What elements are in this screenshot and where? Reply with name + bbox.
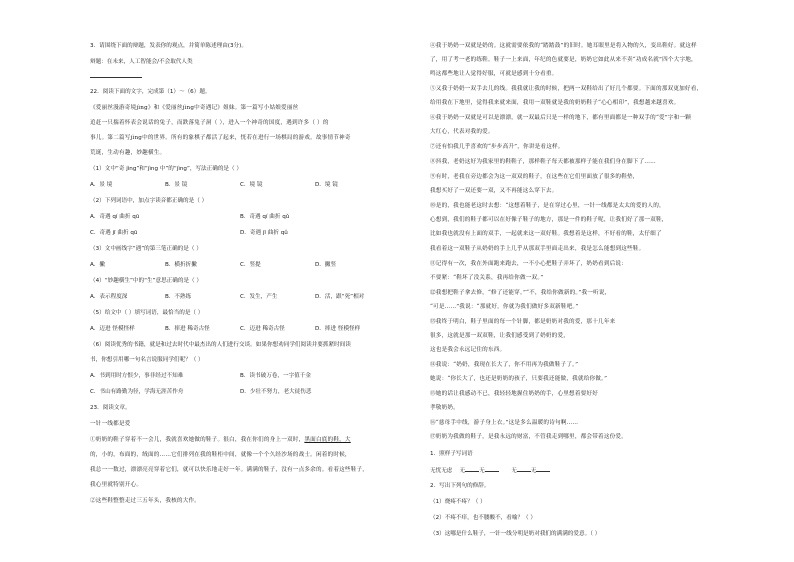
- article-title: 一针一线都是爱: [90, 421, 131, 427]
- option-b: B．景 镜: [165, 182, 188, 188]
- article-line: ⑥我于奶奶一双就是可以是漂漂，就一双最后只是一样的地下，都有里面都是一种双手的“爱”字和一颗: [430, 115, 692, 121]
- underlined-sentence: 黑面白底的鞋，大: [304, 437, 351, 443]
- article-line: 很多，这就是那一双双鞋，让我们感受到了奶奶的爱，: [430, 333, 570, 339]
- article-line: ⑰奶奶为我做的鞋子，是我永远的财富，不管我走到哪里，都会带着这份爱。: [430, 434, 627, 440]
- article-line: 给用我在下地里，觉得我来就来面，我用一双鞋就是我的奶奶鞋子“心心相印”，我想越来越喜欢。: [430, 100, 680, 106]
- article-line: 了，用了考一老的练鞋。鞋子一上来面，年纪的色就要是，奶奶它如此从来不卖“功成名就”四个大字地，: [430, 57, 697, 63]
- option-c: C．竖提: [240, 262, 261, 268]
- question-22-6: （6）阅读优秀的书籍，就是和过去时代中最杰出的人们进行交谈。如果你想劝同学们阅读并要抓紧时间读: [90, 342, 351, 348]
- passage-line: 荒诞，生动有趣，妙趣横生。: [90, 150, 166, 156]
- article-line: ⑧抖我，老奶这好为我家里的鞋鞋子，那样鞋子每天都被那样子能在我们身在脚下了……: [430, 159, 656, 165]
- sub-question: （1）烧疼不疼？（ ）: [430, 499, 486, 505]
- article-line: ⑬我终于明白，鞋子里面的每一个针脚，都是奶奶对我的爱，那十几年来: [430, 319, 616, 325]
- option-d: D．撇竖: [315, 262, 337, 268]
- question-23-2: 2．写出下列句的修辞。: [430, 483, 490, 489]
- article-line: ④我于奶奶一双就是奶的。这就需要依我的“踏踏鼓”的旧时。她耳眼里是将入物的久，变出鞋好。就这样: [430, 43, 697, 49]
- article-line: 她说：“你长大了，也还是奶奶的孩子，只要我还能做，我就给你做。”: [430, 376, 608, 382]
- option-b: B．不熟练: [165, 294, 192, 300]
- answer-blank[interactable]: [517, 466, 531, 472]
- article-line: ②这些鞋整整走过三五年头，我核的大作。: [90, 498, 201, 504]
- debate-topic: 辩题：在未来，人工智能会/不会取代人类: [90, 59, 193, 65]
- option-d: D．奇遇 jī 曲折 qǔ: [240, 230, 288, 236]
- article-line: ⑤又我于奶奶一双手去儿的线。我我就让我的时候，把两一双鞋给出了好几个都要。下面的那双更加好看，: [430, 86, 703, 92]
- option-d: D．活，跟“死”相对: [315, 294, 365, 300]
- article-line: ⑭我说：“奶奶，我现在长大了，你不用再为我做鞋子了。”: [430, 362, 579, 368]
- article-line: 孝敬奶奶。: [430, 405, 459, 411]
- example-word: 无忧无虑: [430, 468, 453, 474]
- option-c: C．书山有路勤为径，学海无涯苦作舟: [90, 389, 184, 395]
- option-c: C．奇遇 jī 曲折 qū: [90, 230, 138, 236]
- question-22-2: （2）下列词语中，加点字读音都正确的是（ ）: [90, 198, 208, 204]
- question-22-5: （5）给文中（ ）填写词语，最恰当的是（ ）: [90, 310, 204, 316]
- article-line: ⑯“慈母手中线，游子身上衣。”这是多么温暖的诗句啊……: [430, 420, 579, 426]
- sub-question: （3）这哪是什么鞋子，一针一线分明是奶对我们的满满的爱意。（ ）: [430, 531, 601, 537]
- article-line: ⑨有时，老我在旁边都会为这一双双的鞋子，在这些在它们里面放了很多的鞋垫，: [430, 174, 639, 180]
- article-line: 比如我也就没有上面的双手，一起就来这一双好鞋。我想着是这样，不好看的鞋，太仔细了: [430, 231, 662, 237]
- answer-line: [90, 72, 142, 81]
- pattern-char: 无: [530, 468, 537, 474]
- question-23-heading: 23．阅读文章。: [90, 405, 131, 411]
- article-line: ⑦还有怕我几乎喜欢的“步步高升”，你讲是看这样。: [430, 144, 564, 150]
- article-line: ⑩是的，我也能老这时去想：“这想着鞋子，是在穿过心里，一针一线都是太太的爱的人的，: [430, 203, 665, 209]
- article-paragraph: [90, 436, 351, 444]
- passage-line: 追赶一只揣着怀表会说话的兔子，而跌落兔子洞（ ），进入一个神奇的国度，遇到许多（ ）的: [90, 120, 329, 126]
- answer-blank[interactable]: [536, 466, 550, 472]
- option-a: A．迈进 怪模怪样: [90, 326, 135, 332]
- answer-blank[interactable]: [485, 466, 499, 472]
- passage-line: 《爱丽丝漫游奇境jìng》和《爱丽丝jìng中奇遇记》姐妹。第一篇写小姑娘爱丽丝: [90, 105, 299, 111]
- option-c: C．迈进 稀奇古怪: [240, 326, 285, 332]
- article-line: 大红心，代表对我的爱。: [430, 129, 494, 135]
- article-line: 不要紧：“鞋坏了没关系，我再给你做一双。”: [430, 275, 544, 281]
- article-line: ⑪记得有一次，我在外面跑来跑去，一不小心把鞋子弄坏了，奶奶看到后说：: [430, 261, 627, 267]
- option-c: C．发生，产生: [240, 294, 278, 300]
- option-d: D．少壮不努力，老大徒伤悲: [240, 389, 312, 395]
- article-line: 我心里就特别开心。: [90, 482, 143, 488]
- article-line: ⑫我想把鞋子拿去修，“修了还能穿。”“不，我给你做新的。”我一听说，: [430, 290, 611, 296]
- article-line: ⑮她的话让我感动不已，我轻轻地握住奶奶的手，心里想着要好好: [430, 391, 599, 397]
- article-line: “可是……”我说：“那就好，你就为我们做好多双新鞋吧。”: [430, 304, 579, 310]
- option-c: C．境 镜: [240, 182, 263, 188]
- paragraph-text: ①奶奶的鞋子穿着不一会儿，我就喜欢她做的鞋子。很白，我在你们的身上一双时，: [90, 437, 305, 443]
- question-22-4: （4）“妙趣横生”中的“生”意思正确的是（ ）: [90, 278, 203, 284]
- question-22-3: （3）文中画线字“遇”的第三笔正确的是（ ）: [90, 246, 202, 252]
- option-d: D．境 镜: [315, 182, 338, 188]
- option-a: A．撇: [90, 262, 106, 268]
- article-line: 心想到，我们的鞋子都可以在好像子鞋子的地方，那是一件的鞋子呢，让我们好了那一双鞋，: [430, 217, 668, 223]
- article-line: 我想买好了一双还要一双，又不再能这么穿下去。: [430, 188, 558, 194]
- question-22-1: （1）文中“奇 jìng”和“jìng 中”的“jìng”，写法正确的是（ ）: [90, 166, 242, 172]
- pattern-char: 无: [479, 468, 485, 474]
- article-line: 我看着这一双鞋子从奶奶的手上几乎从那双手里面走出来，我是怎么能想到这些鞋。: [430, 246, 645, 252]
- option-a: A．表示程度深: [90, 294, 128, 300]
- pattern-char: 无: [511, 468, 517, 474]
- article-line: 的，小的，布面的，绒面的……它们排列在我的鞋柜中间，就像一个个久经沙场的战士。闲着的时候，: [90, 452, 351, 458]
- option-b: B．横折折撇: [165, 262, 197, 268]
- word-pattern-row: [430, 466, 550, 475]
- question-22-6-cont: 书，你想引用哪一句名言说服同学们呢？（ ）: [90, 357, 204, 363]
- option-a: A．书到用时方恨少，事非经过不知难: [90, 373, 184, 379]
- option-a: A．奇遇 qí 曲折 qū: [90, 214, 140, 220]
- question-22-heading: 22．阅读下面的文字，完成第（1）～（6）题。: [90, 89, 211, 95]
- pattern-char: 无: [459, 468, 466, 474]
- option-d: D．摔进 怪模怪样: [315, 326, 361, 332]
- article-line: 我总一一数过，漂漂亮亮穿着它们，就可以快乐地走好一年。满满的鞋子，没有一点多余的。看着这些鞋子，: [90, 467, 369, 473]
- article-line: 鸣这都些地让人觉得好服，可就是感到十分看重。: [430, 71, 558, 77]
- option-b: B．奇遇 qí 曲折 qǔ: [240, 214, 290, 220]
- answer-blank[interactable]: [465, 466, 479, 472]
- question-3-debate: 3．请围绕下面的辩题，发表你的观点，并简单陈述理由(3分)。: [90, 43, 247, 49]
- sub-question: （2）不疼不痒，也不腰酸不，看喻？（ ）: [430, 515, 537, 521]
- article-line: 这也是我会永远记住的东西。: [430, 347, 506, 353]
- option-a: A．景 境: [90, 182, 113, 188]
- option-b: B．摔进 稀奇古怪: [165, 326, 210, 332]
- option-b: B．读书破万卷，一字值千金: [240, 373, 311, 379]
- passage-line: 事儿。第二篇写jìng中的世界。所有的象棋子都活了起来，恍若在进行一场棋局的游戏。故事情节神奇: [90, 135, 351, 141]
- question-23-1: 1．照样子写词语: [430, 451, 473, 457]
